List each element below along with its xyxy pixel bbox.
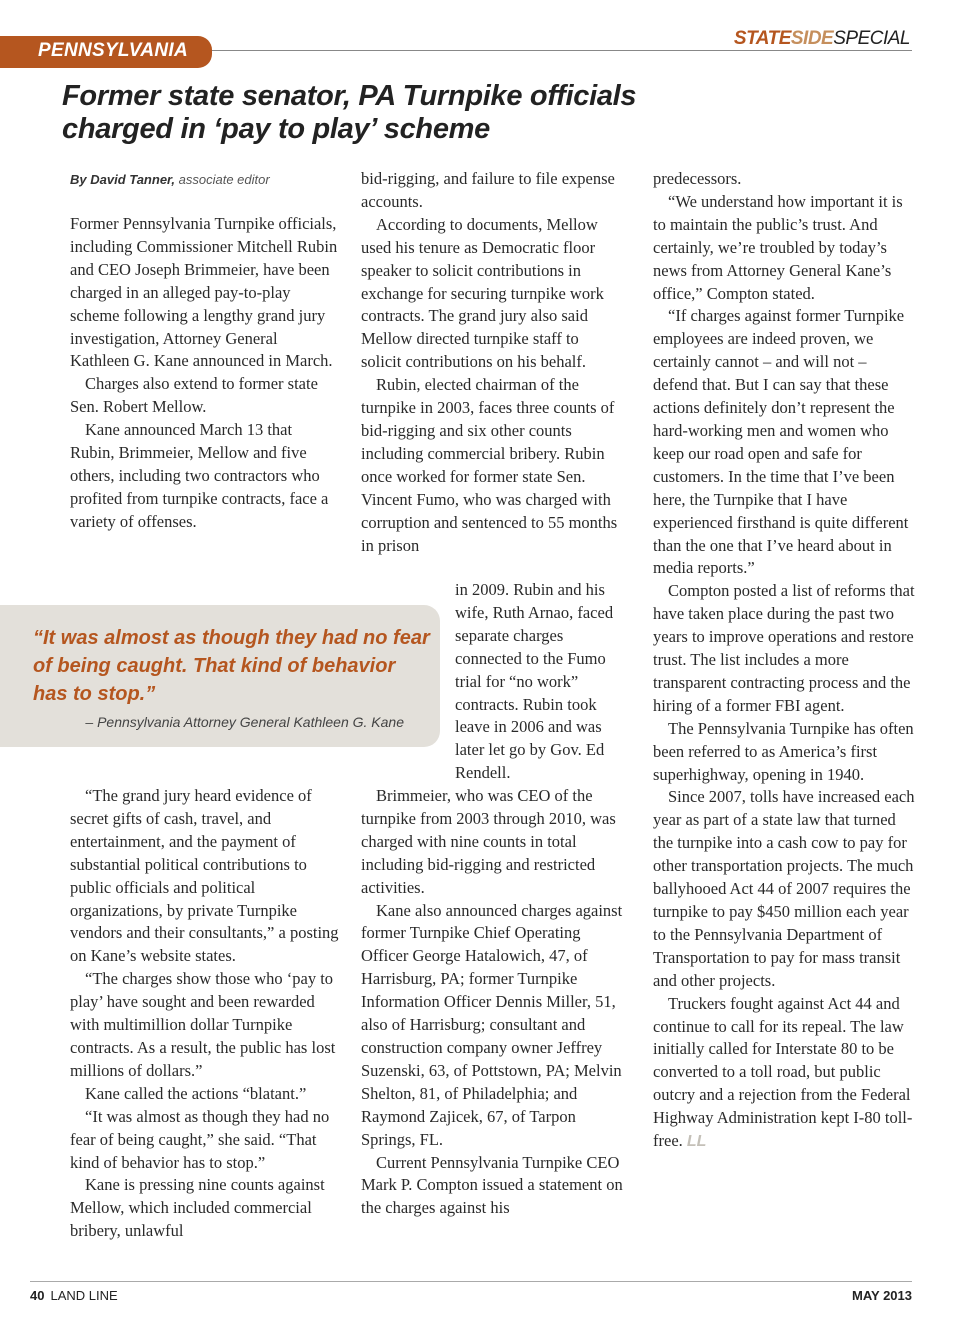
end-mark-icon: LL — [686, 1133, 707, 1151]
paragraph-last-text: Truckers fought against Act 44 and continue to call for its repeal. The law initially called for Interstate 80 to be converted to a toll road, but public outcry and a rejection from the Federal Highway Administration kept I-80 toll-free. — [653, 993, 913, 1151]
department-brand — [734, 28, 910, 50]
pull-quote — [0, 605, 440, 747]
section-tab — [0, 36, 212, 68]
paragraph: “If charges against former Turnpike employees are indeed proven, we certainly cannot – and will not – defend that. But I can say that these actions definitely don’t represent the hard-working men and women who keep our road open and safe for customers. In the time that I’ve been here, the Turnpike that I have experienced firsthand is quite different than the one that I’ve heard about in media reports.” — [653, 306, 909, 578]
headline-line-2: charged in ‘pay to play’ scheme — [62, 113, 490, 145]
pull-quote-attribution: – Pennsylvania Attorney General Kathleen G. Kane — [85, 714, 404, 730]
paragraph: Kane called the actions “blatant.” — [85, 1083, 307, 1103]
paragraph: Kane also announced charges against former Turnpike Chief Operating Officer George Hatalowich, 47, of Harrisburg, PA; former Turnpike Information Officer Dennis Miller, 51, also of Harrisburg; consultant and construction company owner Jeffrey Suzenski, 63, of Pottstown, PA; Melvin Shelton, 81, of Philadelphia; and Raymond Zajicek, 67, of Tarpon Springs, FL. — [361, 900, 623, 1149]
paragraph: in 2009. Rubin and his wife, Ruth Arnao, faced separate charges connected to the Fumo trial for “no work” contracts. Rubin took leave in 2006 and was later let go by Gov. Ed Rendell. — [455, 580, 614, 783]
column-2-top — [361, 168, 623, 557]
page-number: 40 — [30, 1288, 45, 1303]
column-1-bottom — [70, 785, 340, 1243]
paragraph: Compton posted a list of reforms that have taken place during the past two years to improve operations and restore trust. The list includes a more transparent contracting process and the hiring of a former FBI agent. — [653, 581, 915, 715]
byline-author: By David Tanner, — [70, 172, 175, 187]
paragraph: Current Pennsylvania Turnpike CEO Mark P. Compton issued a statement on the charges against his — [361, 1152, 623, 1218]
footer-folio — [30, 1288, 118, 1303]
paragraph: Kane is pressing nine counts against Mellow, which included commercial bribery, unlawful — [70, 1175, 325, 1241]
paragraph: Charges also extend to former state Sen. Robert Mellow. — [70, 374, 318, 417]
paragraph: “The grand jury heard evidence of secret gifts of cash, travel, and entertainment, and the payment of substantial political contributions to public officials and political organizations, by private Turnpike vendors and their consultants,” a posting on Kane’s website states. — [70, 786, 339, 966]
headline — [62, 80, 762, 146]
paragraph: “The charges show those who ‘pay to play’ have sought and been rewarded with multimillion dollar Turnpike contracts. As a result, the public has lost millions of dollars.” — [70, 969, 336, 1080]
paragraph: Brimmeier, who was CEO of the turnpike from 2003 through 2010, was charged with nine counts in total including bid-rigging and restricted activities. — [361, 786, 616, 897]
column-2-bottom — [361, 785, 626, 1220]
header-rule — [212, 50, 912, 51]
paragraph: The Pennsylvania Turnpike has often been referred to as America’s first superhighway, opening in 1940. — [653, 718, 914, 784]
column-1-top — [70, 213, 340, 534]
footer-rule — [30, 1281, 912, 1282]
brand-part-2: SIDE — [790, 28, 834, 49]
paragraph: “It was almost as though they had no fear of being caught,” she said. “That kind of behavior has to stop.” — [70, 1106, 330, 1172]
magazine-name: LAND LINE — [50, 1288, 118, 1303]
issue-date: MAY 2013 — [852, 1288, 912, 1303]
column-3 — [653, 168, 915, 1154]
brand-part-3: SPECIAL — [833, 28, 910, 49]
brand-part-1: STATE — [733, 28, 791, 49]
section-tab-label: PENNSYLVANIA — [38, 40, 188, 61]
pull-quote-text: “It was almost as though they had no fear of being caught. That kind of behavior has to stop.” — [33, 627, 430, 705]
paragraph: “We understand how important it is to maintain the public’s trust. And certainly, we’re troubled by today’s news from Attorney General Kane’s office,” Compton stated. — [653, 191, 903, 303]
paragraph: bid-rigging, and failure to file expense accounts. — [361, 169, 615, 211]
headline-line-1: Former state senator, PA Turnpike officials — [62, 80, 637, 112]
paragraph: Since 2007, tolls have increased each year as part of a state law that turned the turnpike into a cash cow to pay for other transportation projects. The much ballyhooed Act 44 of 2007 requires the turnpike to pay $450 million each year to the Pennsylvania Department of Transportation to pay for mass transit and other projects. — [653, 787, 915, 990]
byline — [70, 172, 270, 187]
paragraph: Kane announced March 13 that Rubin, Brimmeier, Mellow and five others, including two contractors who profited from turnpike contracts, face a variety of offenses. — [70, 420, 329, 531]
paragraph: predecessors. — [653, 169, 742, 188]
paragraph-last — [653, 993, 915, 1154]
column-2-wrap — [455, 579, 625, 785]
paragraph: Former Pennsylvania Turnpike officials, including Commissioner Mitchell Rubin and CEO Joseph Brimmeier, have been charged in an alleged pay-to-play scheme following a lengthy grand jury investigation, Attorney General Kathleen G. Kane announced in March. — [70, 214, 338, 371]
paragraph: Rubin, elected chairman of the turnpike in 2003, faces three counts of bid-rigging and six other counts including commercial bribery. Rubin once worked for former state Sen. Vincent Fumo, who was charged with corruption and sentenced to 55 months in prison — [361, 375, 618, 555]
paragraph: According to documents, Mellow used his tenure as Democratic floor speaker to solicit contributions in exchange for securing turnpike work contracts. The grand jury also said Mellow directed turnpike staff to solicit contributions on his behalf. — [361, 214, 604, 372]
byline-role: associate editor — [178, 172, 270, 187]
